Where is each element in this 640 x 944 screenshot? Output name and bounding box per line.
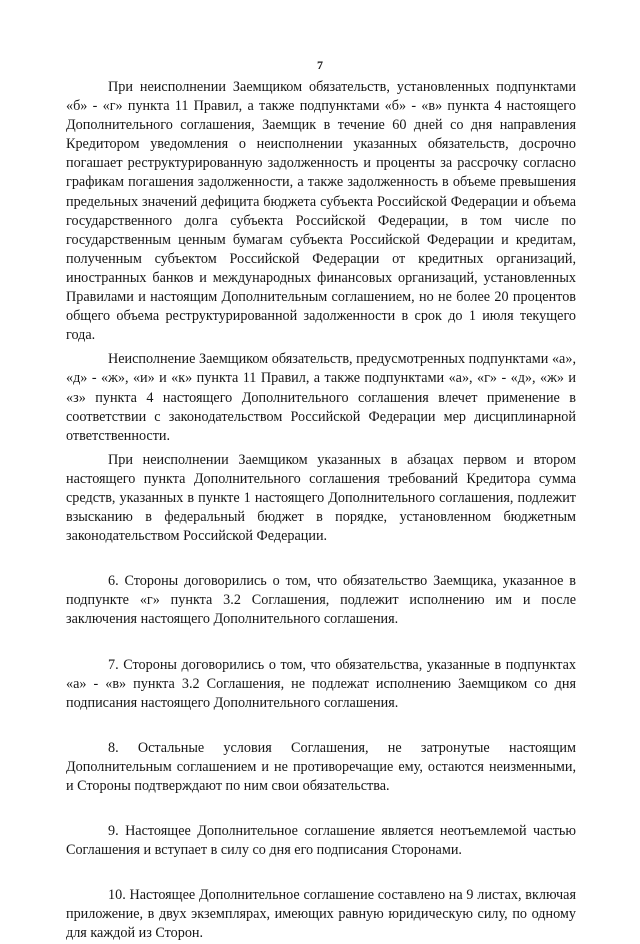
clause-9: 9. Настоящее Дополнительное соглашение является неотъемлемой частью Соглашения и вступает в силу со дня его подписания Сторонами. [66,823,576,859]
clause-6: 6. Стороны договорились о том, что обязательство Заемщика, указанное в подпункте «г» пункта 3.2 Соглашения, подлежит исполнению им и после заключения настоящего Дополнительного соглашения. [66,573,576,628]
paragraph-default-consequences: При неисполнении Заемщиком обязательств, установленных подпунктами «б» - «г» пункта 11 Правил, а также подпунктами «б» - «в» пункта 4 настоящего Дополнительного соглашения, Заемщик в течение 60 дней со дня направления Кредитором уведомления о неисполнении указанных обязательств, досрочно погашает реструктурированную задолженность и проценты за рассрочку согласно графикам погашения задолженности, а также задолженность в объеме превышения предельных значений дефицита бюджета субъекта Российской Федерации и объема государственного долга субъекта Российской Федерации, в том числе по государственным ценным бумагам субъекта Российской Федерации и кредитам, полученным субъектом Российской Федерации от кредитных организаций, иностранных банков и международных финансовых организаций, установленных Правилами и настоящим Дополнительным соглашением, но не более 20 процентов общего объема реструктурированной задолженности в срок до 1 июля текущего года. [66,79,576,344]
clause-8: 8. Остальные условия Соглашения, не затронутые настоящим Дополнительным соглашением и не противоречащие ему, остаются неизменными, и Стороны подтверждают по ним свои обязательства. [66,739,576,794]
paragraph-disciplinary-liability: Неисполнение Заемщиком обязательств, предусмотренных подпунктами «а», «д» - «ж», «и» и «к» пункта 11 Правил, а также подпунктами «а», «г» - «д», «ж» и «з» пункта 4 настоящего Дополнительного соглашения влечет применение в соответствии с законодательством Российской Федерации мер дисциплинарной ответственности. [66,351,576,444]
clause-7: 7. Стороны договорились о том, что обязательства, указанные в подпунктах «а» - «в» пункта 3.2 Соглашения, не подлежат исполнению Заемщиком со дня подписания настоящего Дополнительного соглашения. [66,656,576,711]
clause-10: 10. Настоящее Дополнительное соглашение составлено на 9 листах, включая приложение, в двух экземплярах, имеющих равную юридическую силу, по одному для каждой из Сторон. [66,887,576,942]
paragraph-recovery-to-budget: При неисполнении Заемщиком указанных в абзацах первом и втором настоящего пункта Дополнительного соглашения требований Кредитора сумма средств, указанных в пункте 1 настоящего Дополнительного соглашения, подлежит взысканию в федеральный бюджет в порядке, установленном бюджетным законодательством Российской Федерации. [66,451,576,545]
page-number: 7 [317,58,323,72]
document-body [66,78,576,944]
